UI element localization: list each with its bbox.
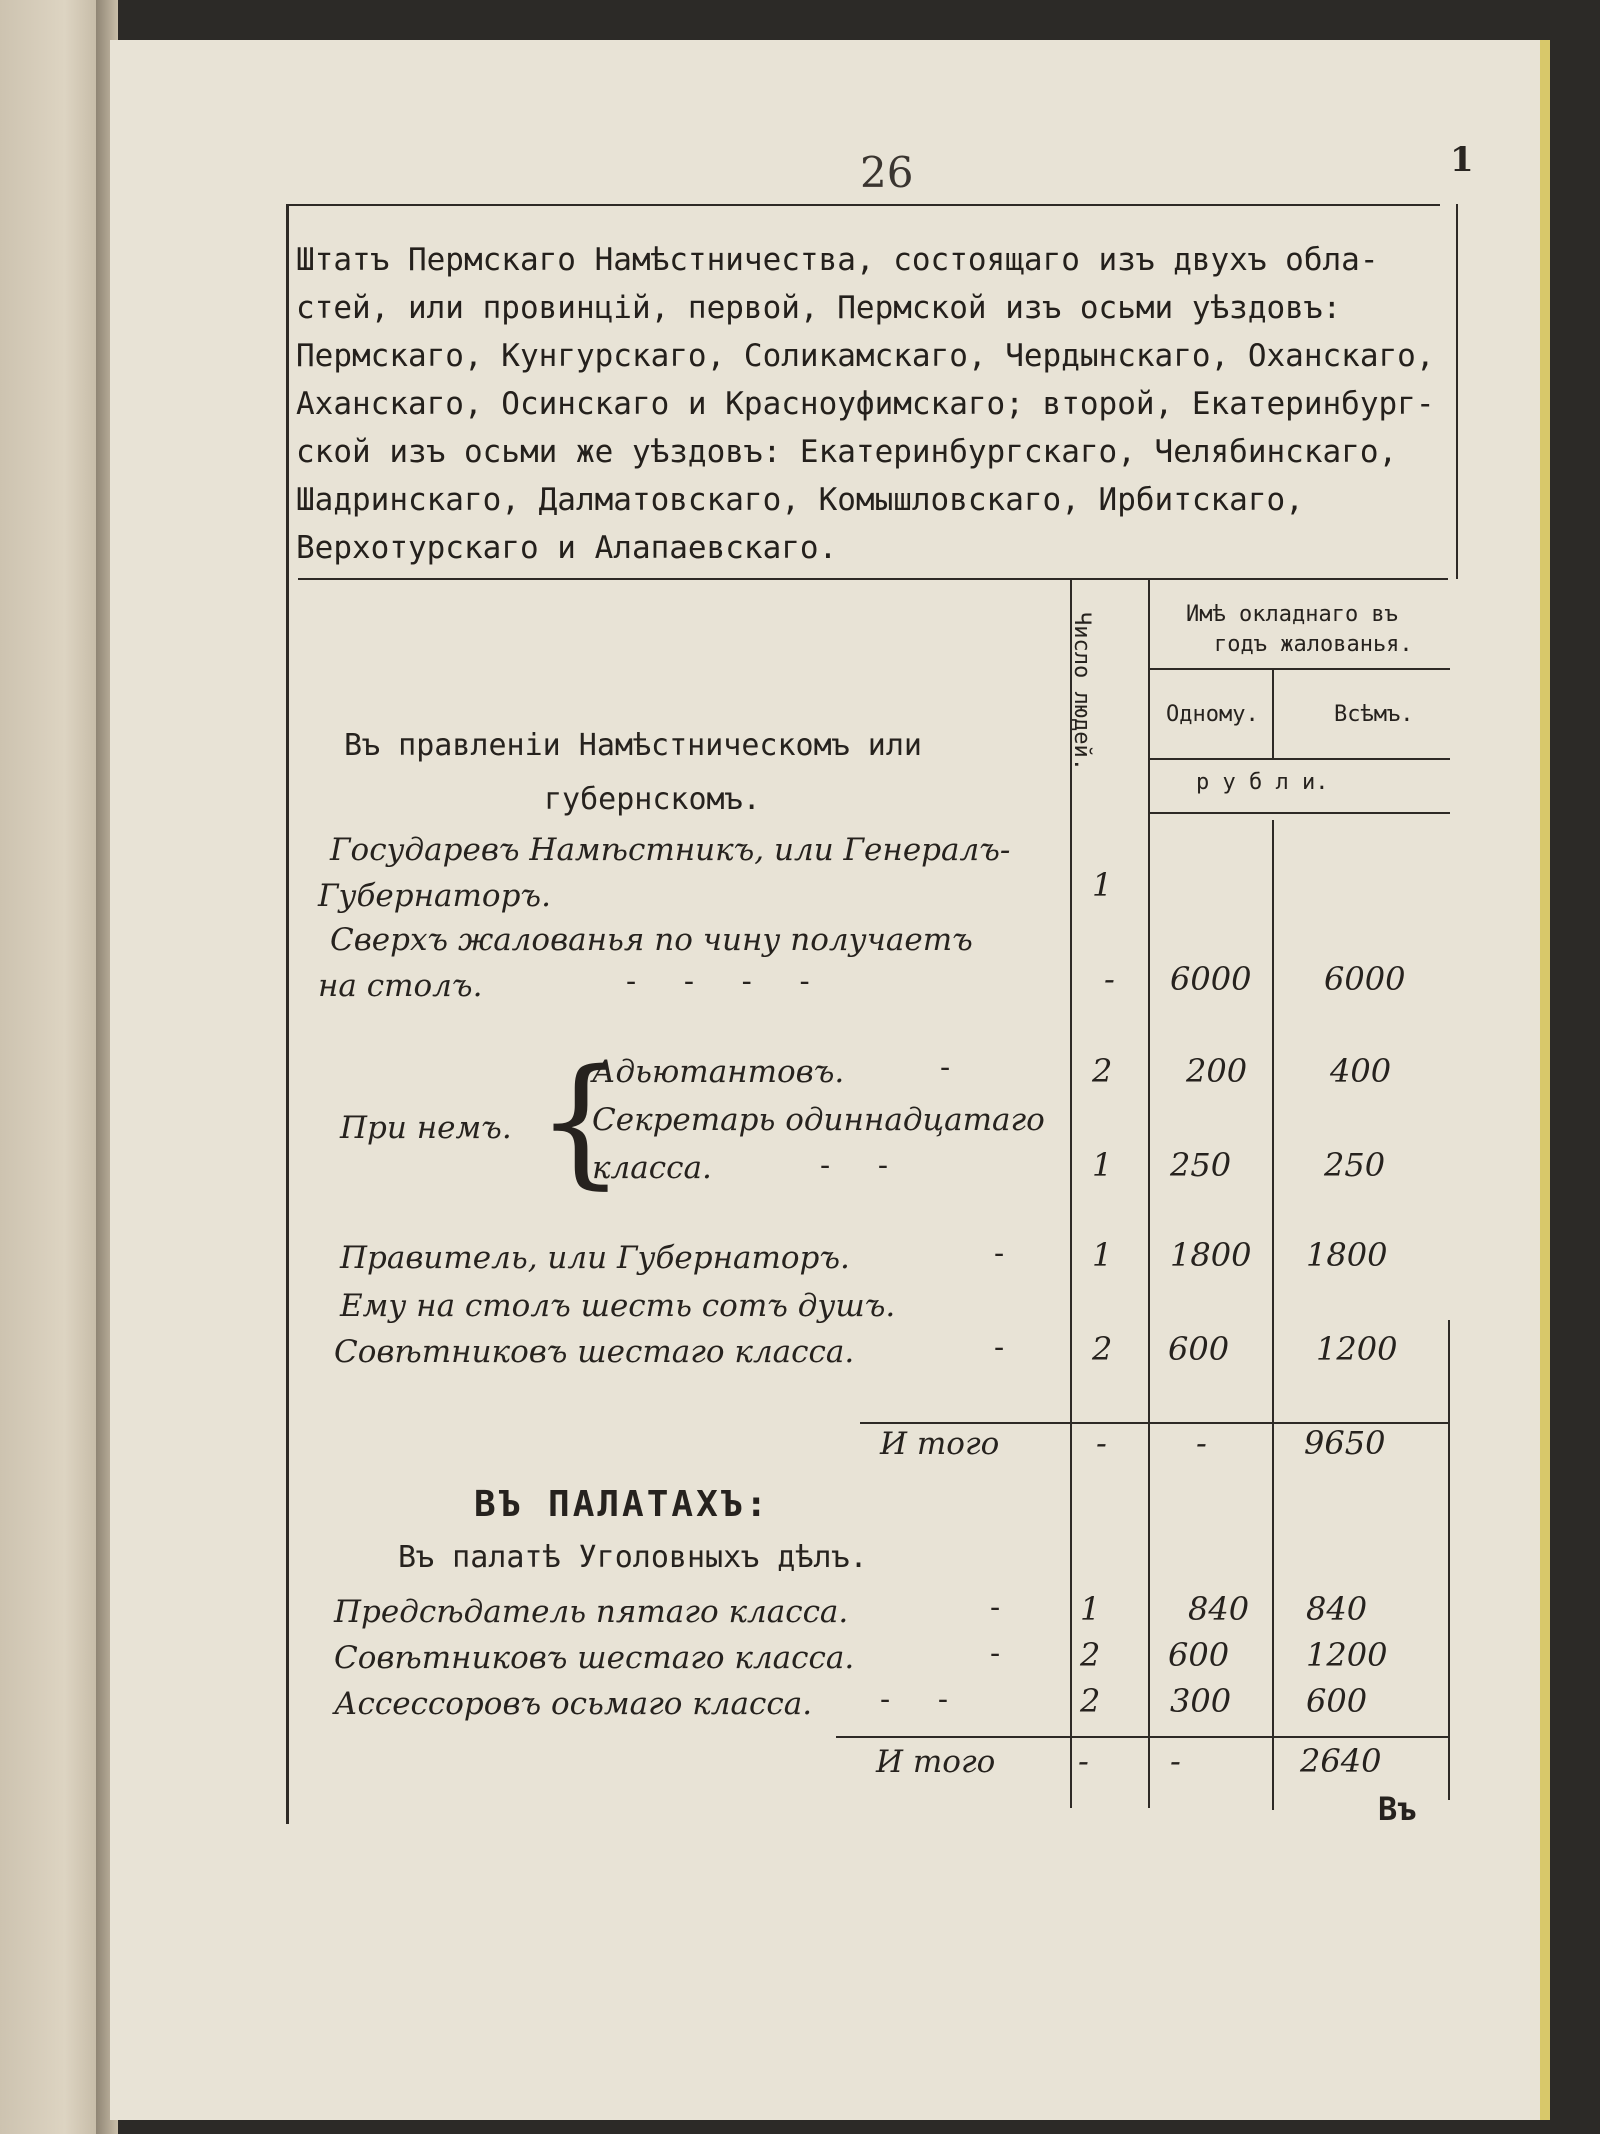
row-table-all: 6000: [1324, 960, 1406, 998]
frame-right-rule: [1456, 204, 1458, 579]
total2-label: И того: [876, 1744, 996, 1780]
row-councillors-dash: -: [994, 1330, 1005, 1365]
row-president-persons: 1: [1080, 1590, 1101, 1628]
total1-persons: -: [1096, 1424, 1107, 1462]
with-him-item2b: класса.: [592, 1150, 712, 1186]
intro-line: Штатъ Пермскаго Намѣстничества, состоящаго изъ двухъ обла-: [296, 242, 1379, 278]
row-assessors-all: 600: [1306, 1682, 1368, 1720]
corner-mark: 1: [1450, 140, 1474, 180]
header-one: Одному.: [1166, 702, 1259, 727]
header-rule-2: [1150, 758, 1450, 760]
intro-line: Верхотурскаго и Алапаевскаго.: [296, 530, 838, 566]
brace-icon: {: [536, 1040, 626, 1203]
with-him-item1-persons: 2: [1092, 1052, 1113, 1090]
row-president-all: 840: [1306, 1590, 1368, 1628]
frame-left-rule: [286, 204, 289, 1824]
row-table-text1: Сверхъ жалованья по чину получаетъ: [330, 922, 973, 958]
row-governor-text1: Государевъ Намѣстникъ, или Генералъ-: [330, 832, 1011, 868]
row-councillors2-one: 600: [1168, 1636, 1230, 1674]
with-him-label: При немъ.: [340, 1110, 512, 1146]
total1-one: -: [1196, 1424, 1207, 1462]
section1-title: Въ правленіи Намѣстническомъ или: [344, 728, 922, 763]
row-councillors-all: 1200: [1316, 1330, 1398, 1368]
table-top-rule: [298, 578, 1448, 580]
with-him-item1-one: 200: [1186, 1052, 1248, 1090]
row-ruler-persons: 1: [1092, 1236, 1113, 1274]
row-ruler-one: 1800: [1170, 1236, 1252, 1274]
row-councillors2-all: 1200: [1306, 1636, 1388, 1674]
row-councillors2-dash: -: [990, 1636, 1001, 1671]
with-him-item2-all: 250: [1324, 1146, 1386, 1184]
with-him-item1-all: 400: [1330, 1052, 1392, 1090]
column-rule-one: [1148, 578, 1150, 1808]
section2-title: ВЪ ПАЛАТАХЪ:: [474, 1484, 771, 1525]
row-table-text2: на столъ.: [318, 968, 483, 1004]
catchword: Въ: [1378, 1790, 1417, 1828]
page-number: 26: [860, 148, 914, 197]
row-governor-text2: Губернаторъ.: [318, 878, 551, 914]
intro-line: Аханскаго, Осинскаго и Красноуфимскаго; второй, Екатеринбург-: [296, 386, 1435, 422]
intro-line: ской изъ осьми же уѣздовъ: Екатеринбургскаго, Челябинскаго,: [296, 434, 1398, 470]
row-councillors2-text: Совѣтниковъ шестаго класса.: [334, 1640, 855, 1676]
header-all: Всѣмъ.: [1334, 702, 1414, 727]
with-him-item2-one: 250: [1170, 1146, 1232, 1184]
row-table-allowance-text: Ему на столъ шесть сотъ душъ.: [340, 1288, 896, 1324]
with-him-item1-dash: -: [940, 1050, 951, 1085]
frame-right-rule-lower: [1448, 1320, 1450, 1800]
total2-one: -: [1170, 1742, 1181, 1780]
row-table-dashes: - - - -: [626, 964, 810, 999]
row-table-persons: -: [1104, 960, 1115, 998]
intro-line: стей, или провинцій, первой, Пермской изъ осьми уѣздовъ:: [296, 290, 1342, 326]
total-rule-2: [836, 1736, 1450, 1738]
row-ruler-all: 1800: [1306, 1236, 1388, 1274]
column-rule-all: [1272, 820, 1274, 1810]
total2-all: 2640: [1300, 1742, 1382, 1780]
total1-all: 9650: [1304, 1424, 1386, 1462]
section1-title-cont: губернскомъ.: [544, 782, 761, 817]
with-him-item2-dash: - -: [820, 1148, 888, 1183]
section2-subtitle: Въ палатѣ Уголовныхъ дѣлъ.: [398, 1540, 868, 1575]
intro-paragraph: [296, 236, 1456, 572]
header-persons: Число людей.: [1069, 612, 1094, 771]
header-currency: р у б л и.: [1196, 770, 1329, 795]
frame-top-rule: [288, 204, 1440, 206]
row-president-text: Предсѣдатель пятаго класса.: [334, 1594, 849, 1630]
row-assessors-text: Ассессоровъ осьмаго класса.: [334, 1686, 813, 1722]
row-governor-persons: 1: [1092, 866, 1113, 904]
header-rule-split: [1272, 668, 1274, 760]
row-assessors-one: 300: [1170, 1682, 1232, 1720]
row-councillors-one: 600: [1168, 1330, 1230, 1368]
intro-line: Пермскаго, Кунгурскаго, Соликамскаго, Чердынскаго, Оханскаго,: [296, 338, 1435, 374]
row-assessors-dash: - -: [880, 1682, 948, 1717]
row-president-dash: -: [990, 1590, 1001, 1625]
with-him-item2-persons: 1: [1092, 1146, 1113, 1184]
row-councillors2-persons: 2: [1080, 1636, 1101, 1674]
header-rule-1: [1150, 668, 1450, 670]
row-councillors-persons: 2: [1092, 1330, 1113, 1368]
row-ruler-dash: -: [994, 1236, 1005, 1271]
total2-persons: -: [1078, 1742, 1089, 1780]
header-rule-3: [1150, 812, 1450, 814]
with-him-item2a: Секретарь одиннадцатаго: [592, 1102, 1045, 1138]
intro-line: Шадринскаго, Далматовскаго, Комышловскаго, Ирбитскаго,: [296, 482, 1304, 518]
left-page-edge: [0, 0, 108, 2134]
total1-label: И того: [880, 1426, 1000, 1462]
row-president-one: 840: [1188, 1590, 1250, 1628]
row-ruler-text: Правитель, или Губернаторъ.: [340, 1240, 850, 1276]
row-assessors-persons: 2: [1080, 1682, 1101, 1720]
header-salary-title-1: Имѣ окладнаго въ: [1186, 602, 1398, 627]
header-salary-title-2: годъ жалованья.: [1214, 632, 1413, 657]
row-councillors-text: Совѣтниковъ шестаго класса.: [334, 1334, 855, 1370]
with-him-item1: Адьютантовъ.: [592, 1054, 845, 1090]
row-table-one: 6000: [1170, 960, 1252, 998]
